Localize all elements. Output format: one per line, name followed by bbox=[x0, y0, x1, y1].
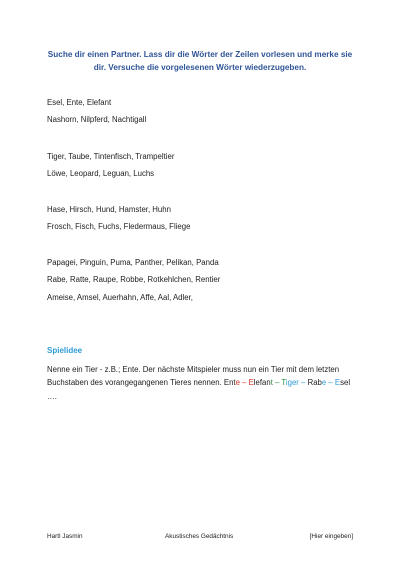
chain-segment: t bbox=[270, 378, 273, 388]
chain-segment: lefan bbox=[253, 378, 271, 388]
game-idea-text: Nenne ein Tier - z.B.; Ente. Der nächste Mitspieler muss nun ein Tier mit dem letzten Buchstaben des vorangegangenen Tieres nennen. bbox=[47, 365, 340, 388]
word-line-8: Rabe, Ratte, Raupe, Robbe, Rotkehlchen, Rentier bbox=[47, 275, 221, 284]
footer-placeholder: [Hier eingeben] bbox=[309, 533, 353, 540]
chain-segment: sel …. bbox=[47, 378, 351, 401]
game-idea-paragraph bbox=[47, 363, 359, 403]
chain-segment: – bbox=[326, 378, 335, 388]
word-line-3: Tiger, Taube, Tintenfisch, Trampeltier bbox=[47, 152, 175, 161]
chain-segment: – bbox=[272, 378, 282, 388]
word-line-6: Frosch, Fisch, Fuchs, Fledermaus, Fliege bbox=[47, 222, 191, 231]
chain-segment: – bbox=[298, 378, 308, 388]
chain-segment: e bbox=[235, 378, 240, 388]
footer-author: Hartl Jasmin bbox=[47, 533, 83, 540]
word-line-4: Löwe, Leopard, Leguan, Luchs bbox=[47, 169, 155, 178]
game-idea-heading: Spielidee bbox=[47, 346, 83, 355]
word-line-9: Ameise, Amsel, Auerhahn, Affe, Aal, Adler, bbox=[47, 293, 193, 302]
word-line-7: Papagei, Pinguin, Puma, Panther, Pelikan, Panda bbox=[47, 258, 219, 267]
instruction-text: Suche dir einen Partner. Lass dir die Wörter der Zeilen vorlesen und merke sie dir. Versuche die vorgelesenen Wörter wiederzugeben. bbox=[47, 50, 353, 72]
chain-segment: e bbox=[321, 378, 327, 388]
chain-segment: Rab bbox=[307, 378, 322, 388]
chain-segment: – bbox=[239, 378, 249, 388]
word-line-1: Esel, Ente, Elefant bbox=[47, 98, 112, 107]
chain-segment: E bbox=[248, 378, 254, 388]
chain-segment: E bbox=[334, 378, 341, 388]
footer-title: Akustisches Gedächtnis bbox=[165, 533, 234, 540]
word-line-2: Nashorn, Nilpferd, Nachtigall bbox=[47, 115, 147, 124]
chain-segment: Ent bbox=[221, 378, 236, 388]
word-line-5: Hase, Hirsch, Hund, Hamster, Huhn bbox=[47, 205, 171, 214]
chain-segment: T bbox=[281, 378, 286, 388]
chain-segment: iger bbox=[285, 378, 299, 388]
